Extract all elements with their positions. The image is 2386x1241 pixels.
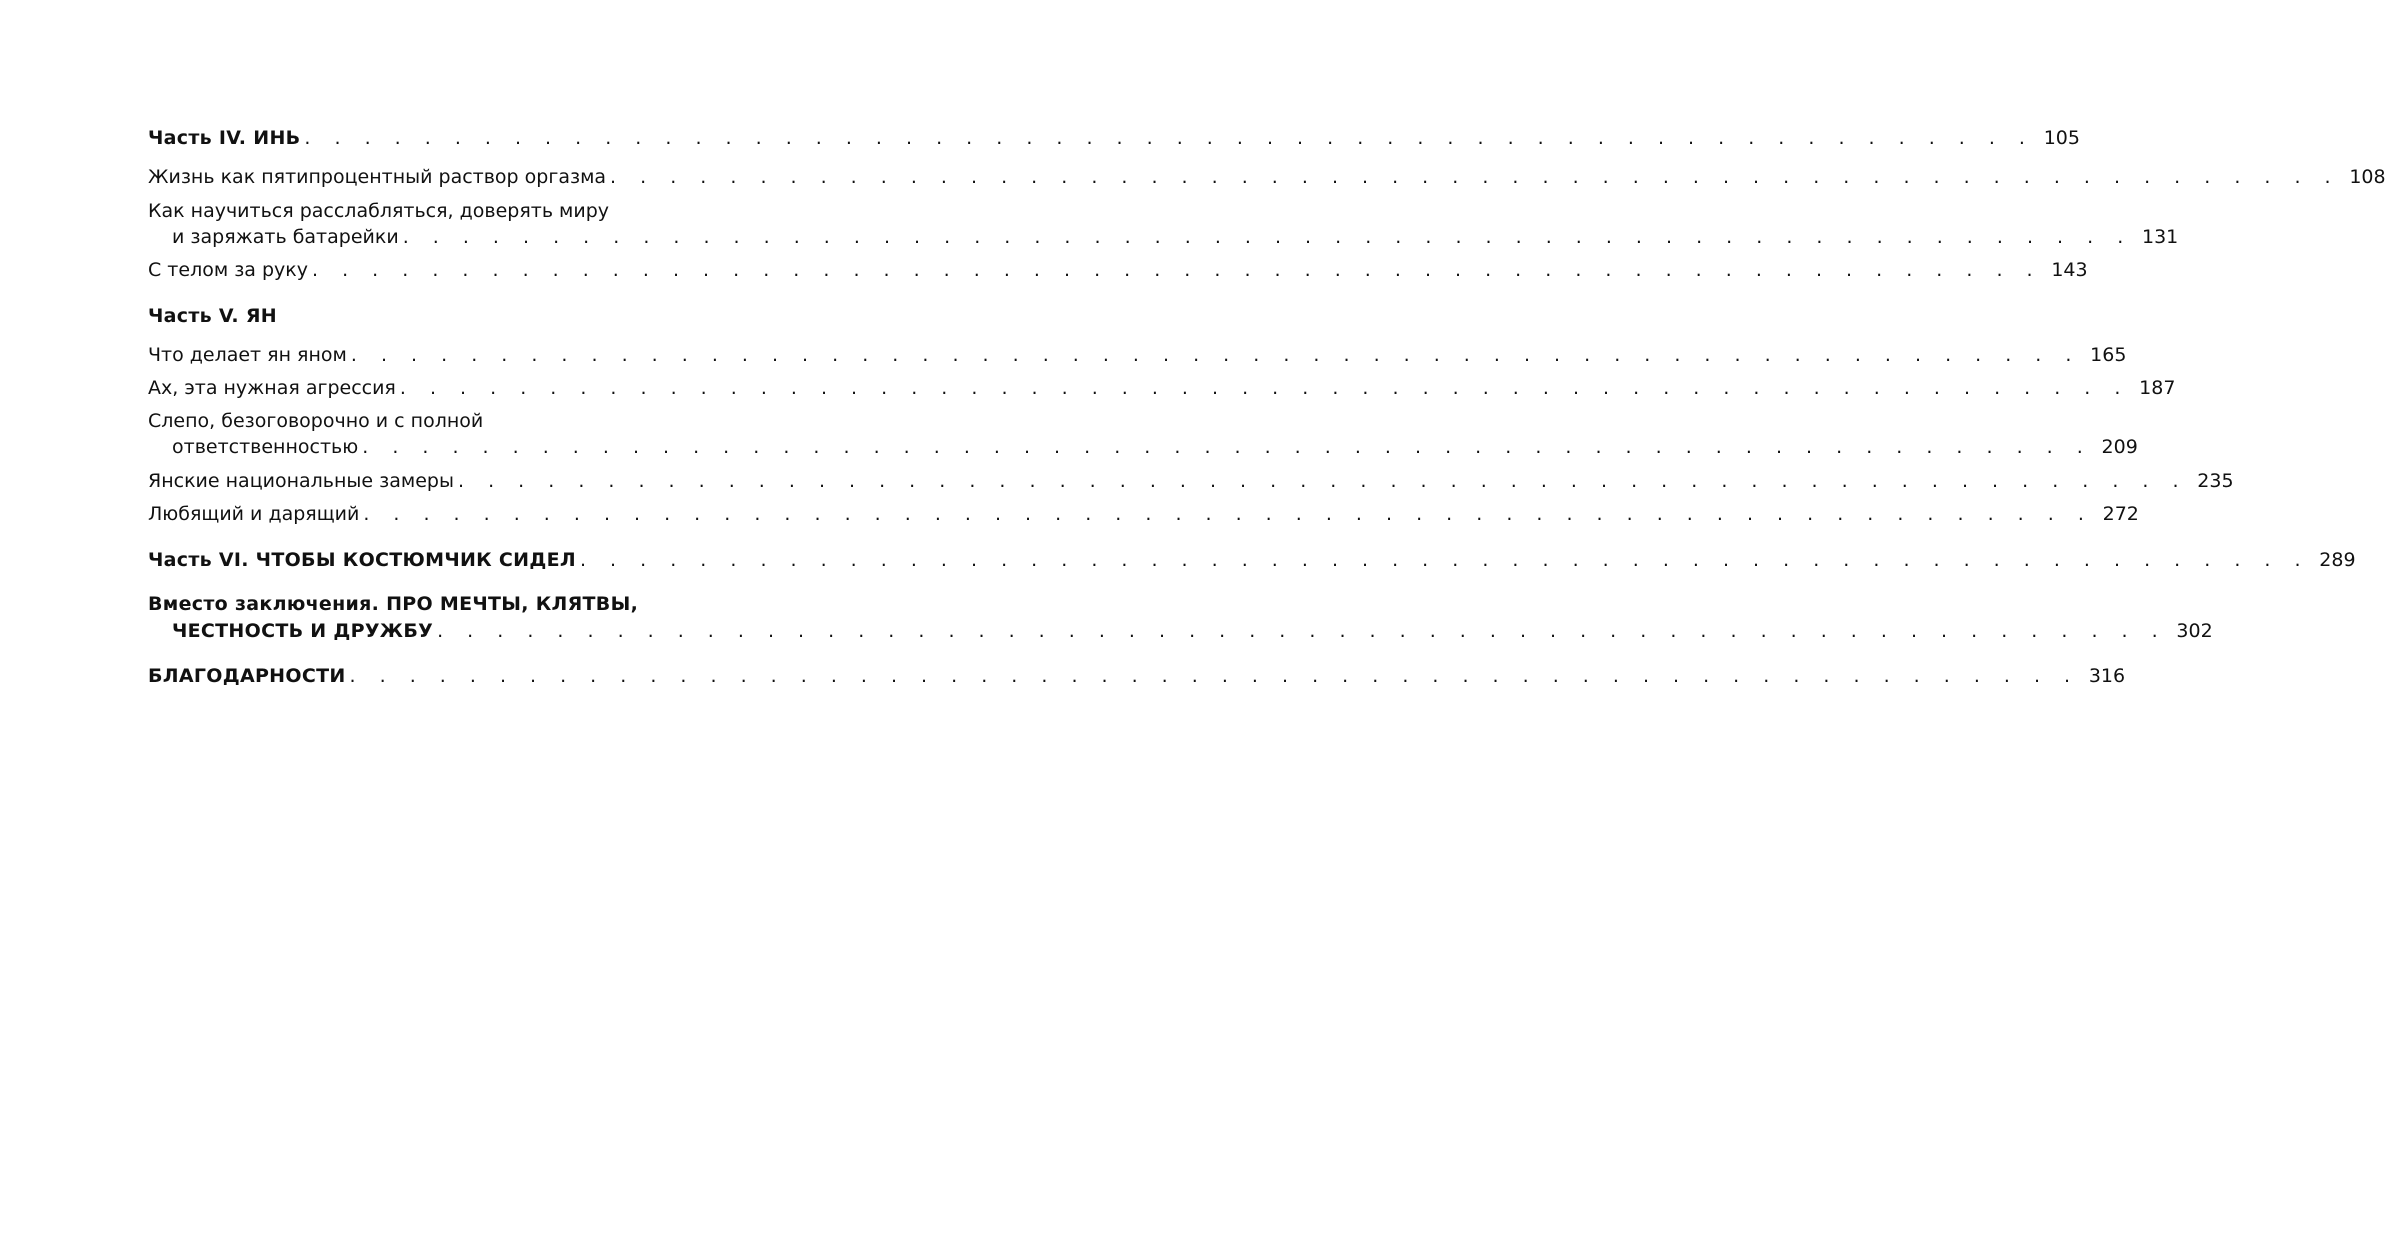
page-number: 105	[2043, 127, 2080, 149]
entry-title-continued: и заряжать батарейки	[172, 226, 399, 248]
entry-title: Янские национальные замеры	[148, 470, 454, 492]
dot-leader: . . . . . . . . . . . . . . . . . . . . . . . . . . . . . . . . . . . . . . . . . . . . . . . . . . . . . . . . . .	[402, 226, 2133, 248]
toc-entry	[148, 258, 2088, 282]
page-number: 272	[2102, 503, 2139, 525]
entry-title: Ах, эта нужная агрессия	[148, 377, 396, 399]
part-title: Часть V. ЯН	[148, 305, 277, 327]
dot-leader: . . . . . . . . . . . . . . . . . . . . . . . . . . . . . . . . . . . . . . . . . . . . . . . . . . . . . . . . . .	[362, 436, 2092, 458]
page-number: 143	[2051, 259, 2088, 281]
toc-entry	[148, 165, 2386, 189]
entry-title: Любящий и дарящий	[148, 503, 360, 525]
page-number: 165	[2090, 344, 2127, 366]
toc-entry-line2	[172, 225, 2179, 249]
part-title-continued: ЧЕСТНОСТЬ И ДРУЖБУ	[172, 620, 434, 642]
toc-part-heading	[148, 664, 2126, 688]
part-title: БЛАГОДАРНОСТИ	[148, 665, 346, 687]
dot-leader: . . . . . . . . . . . . . . . . . . . . . . . . . . . . . . . . . . . . . . . . . . . . . . . . . . . . . . . . . .	[363, 503, 2093, 525]
dot-leader: . . . . . . . . . . . . . . . . . . . . . . . . . . . . . . . . . . . . . . . . . . . . . . . . . . . . . . . . . .	[312, 259, 2042, 281]
toc-entry-line2	[172, 435, 2138, 459]
dot-leader: . . . . . . . . . . . . . . . . . . . . . . . . . . . . . . . . . . . . . . . . . . . . . . . . . . . . . . . . . .	[437, 620, 2167, 642]
part-title: Часть VI. ЧТОБЫ КОСТЮМЧИК СИДЕЛ	[148, 549, 576, 571]
toc-entry-line1	[148, 199, 726, 223]
toc-part-heading-line1	[148, 592, 726, 616]
entry-title: Слепо, безоговорочно и с полной	[148, 410, 484, 432]
page-number: 302	[2176, 620, 2213, 642]
toc-entry	[148, 502, 2139, 526]
entry-title: Как научиться расслабляться, доверять миру	[148, 200, 610, 222]
part-title: Вместо заключения. ПРО МЕЧТЫ, КЛЯТВЫ,	[148, 593, 639, 615]
entry-title: Жизнь как пятипроцентный раствор оргазма	[148, 166, 607, 188]
entry-title: Что делает ян яном	[148, 344, 347, 366]
page-number: 289	[2319, 549, 2356, 571]
page-number: 316	[2088, 665, 2126, 687]
toc-part-heading	[148, 304, 726, 328]
dot-leader: . . . . . . . . . . . . . . . . . . . . . . . . . . . . . . . . . . . . . . . . . . . . . . . . . . . . . . . . . .	[399, 377, 2130, 399]
toc-part-heading	[148, 548, 2356, 572]
page-number: 209	[2101, 436, 2138, 458]
toc-part-heading-line2	[172, 619, 2213, 643]
page-number: 108	[2349, 166, 2386, 188]
toc-part-heading	[148, 126, 2080, 150]
toc-entry	[148, 376, 2176, 400]
dot-leader: . . . . . . . . . . . . . . . . . . . . . . . . . . . . . . . . . . . . . . . . . . . . . . . . . . . . . . . . . .	[304, 127, 2034, 149]
page-number: 235	[2197, 470, 2234, 492]
dot-leader: . . . . . . . . . . . . . . . . . . . . . . . . . . . . . . . . . . . . . . . . . . . . . . . . . . . . . . . . . .	[579, 549, 2310, 571]
toc-entry	[148, 343, 2127, 367]
dot-leader: . . . . . . . . . . . . . . . . . . . . . . . . . . . . . . . . . . . . . . . . . . . . . . . . . . . . . . . . . .	[349, 665, 2080, 687]
toc-entry-line1	[148, 409, 726, 433]
toc-entry	[148, 469, 2234, 493]
entry-title-continued: ответственностью	[172, 436, 359, 458]
page-number: 131	[2141, 226, 2179, 248]
dot-leader: . . . . . . . . . . . . . . . . . . . . . . . . . . . . . . . . . . . . . . . . . . . . . . . . . . . . . . . . . .	[458, 470, 2188, 492]
dot-leader: . . . . . . . . . . . . . . . . . . . . . . . . . . . . . . . . . . . . . . . . . . . . . . . . . . . . . . . . . .	[610, 166, 2340, 188]
page-number: 187	[2139, 377, 2176, 399]
part-title: Часть IV. ИНЬ	[148, 127, 301, 149]
dot-leader: . . . . . . . . . . . . . . . . . . . . . . . . . . . . . . . . . . . . . . . . . . . . . . . . . . . . . . . . . .	[350, 344, 2081, 366]
entry-title: С телом за руку	[148, 259, 309, 281]
